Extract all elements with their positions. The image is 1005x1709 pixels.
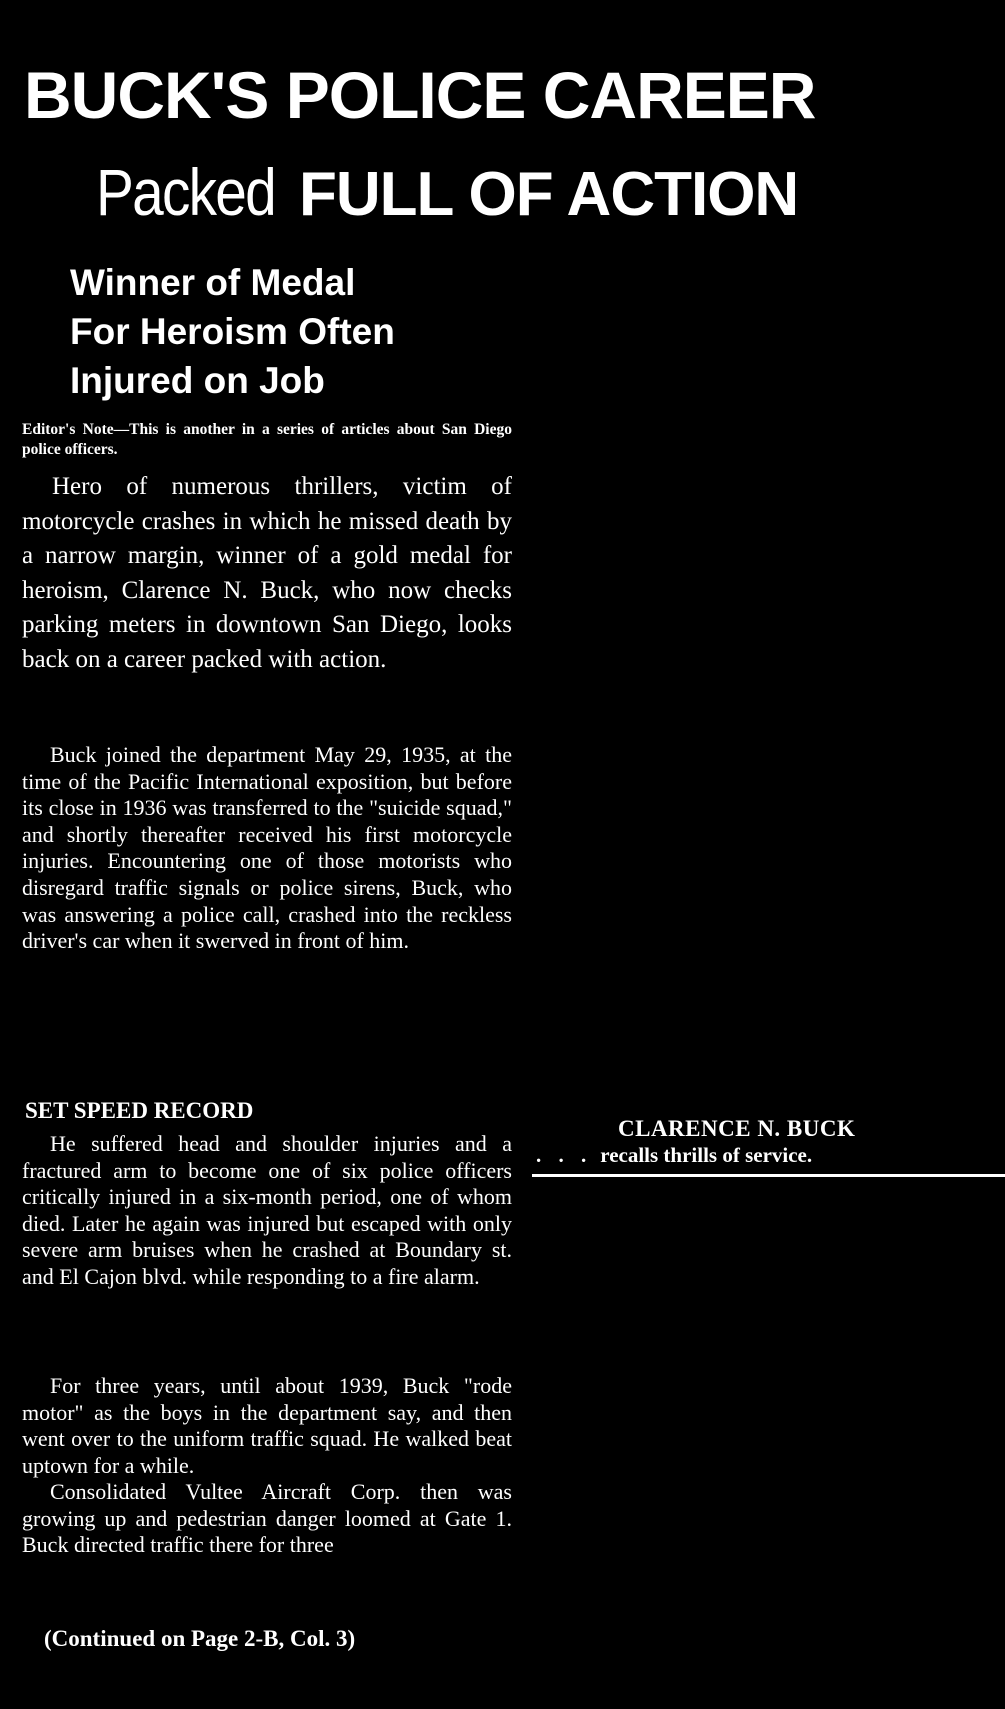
photo-caption bbox=[536, 1115, 996, 1168]
deck-line-1: Winner of Medal bbox=[70, 262, 356, 303]
headline-line-1: BUCK'S POLICE CAREER bbox=[24, 58, 816, 132]
lead-paragraph: Hero of numerous thrillers, victim of motorcycle crashes in which he missed death by a narrow margin, winner of a gold medal for heroism, Clarence N. Buck, who now checks parking meters in downtown San Diego, looks back on a career packed with action. bbox=[22, 473, 512, 673]
editors-note: Editor's Note—This is another in a series of articles about San Diego police officers. bbox=[22, 421, 512, 458]
caption-rule bbox=[532, 1174, 1005, 1177]
caption-line-2 bbox=[536, 1142, 996, 1168]
headline-line-2-light: Packed bbox=[96, 155, 276, 229]
caption-leader: . . . bbox=[536, 1143, 593, 1167]
deck-line-3: Injured on Job bbox=[70, 360, 325, 401]
deck-line-2: For Heroism Often bbox=[70, 311, 395, 352]
body-paragraph-4: Consolidated Vultee Aircraft Corp. then was growing up and pedestrian danger loomed at Gate 1. Buck directed traffic there for three bbox=[22, 1479, 512, 1558]
deck-headline bbox=[70, 258, 530, 405]
caption-text: recalls thrills of service. bbox=[600, 1143, 813, 1167]
body-paragraph-1: Buck joined the department May 29, 1935, at the time of the Pacific International exposition, but before its close in 1936 was transferred to the "suicide squad," and shortly thereafter received his first motorcycle injuries. Encountering one of those motorists who disregard traffic signals or police sirens, Buck, who was answering a police call, crashed into the reckless driver's car when it swerved in front of him. bbox=[22, 742, 512, 954]
continued-line: (Continued on Page 2-B, Col. 3) bbox=[44, 1626, 356, 1651]
headline-line-2-bold: FULL OF ACTION bbox=[299, 160, 799, 229]
subhead: SET SPEED RECORD bbox=[25, 1098, 254, 1123]
caption-name: CLARENCE N. BUCK bbox=[618, 1116, 856, 1141]
body-paragraph-3: For three years, until about 1939, Buck "rode motor" as the boys in the department say, and then went over to the uniform traffic squad. He walked beat uptown for a while. bbox=[22, 1373, 512, 1478]
headline-line-2 bbox=[96, 152, 996, 244]
body-paragraph-2: He suffered head and shoulder injuries and a fractured arm to become one of six police officers critically injured in a six-month period, one of whom died. Later he again was injured but escaped with only severe arm bruises when he crashed at Boundary st. and El Cajon blvd. while responding to a fire alarm. bbox=[22, 1131, 512, 1289]
